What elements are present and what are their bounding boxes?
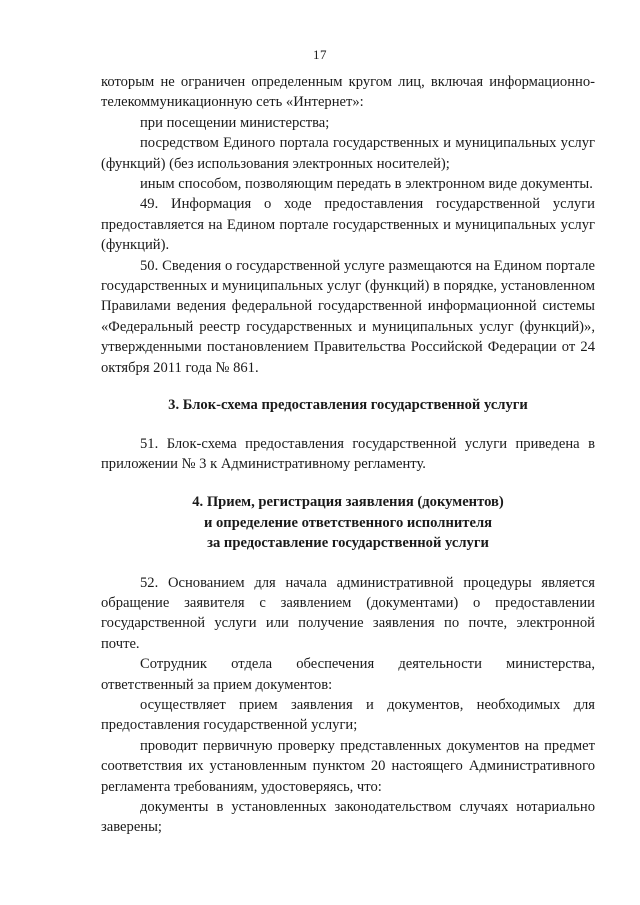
paragraph: которым не ограничен определенным кругом лиц, включая информационно-телекоммуникационную сеть «Интернет»:: [101, 74, 595, 111]
paragraph: 50. Сведения о государственной услуге размещаются на Едином портале государственных и муниципальных услуг (функций) в порядке, установленном Правилами ведения федеральной государственной информационной системы «Федеральный реестр государственных и муниципальных услуг (функций)», утвержденными постановлением Правительства Российской Федерации от 24 октября 2011 года № 861.: [101, 257, 595, 376]
section-heading-line: 4. Прием, регистрация заявления (документов): [192, 494, 504, 511]
paragraph: Сотрудник отдела обеспечения деятельности министерства, ответственный за прием документов:: [101, 656, 595, 693]
section-heading-line: за предоставление государственной услуги: [207, 535, 489, 552]
page-number: 17: [313, 47, 327, 62]
section-heading-line: и определение ответственного исполнителя: [203, 514, 493, 531]
paragraph: осуществляет прием заявления и документов, необходимых для предоставления государственной услуги;: [101, 696, 595, 734]
paragraph: 52. Основанием для начала административной процедуры является обращение заявителя с заявлением (документами) о предоставлении государственной услуги или получение заявления по почте, электронной почте.: [101, 574, 595, 652]
paragraph: при посещении министерства;: [140, 114, 330, 131]
paragraph: проводит первичную проверку представленных документов на предмет соответствия их установленным пунктом 20 настоящего Административного регламента требованиям, удостоверяясь, что:: [101, 737, 595, 795]
section-heading: [101, 492, 595, 553]
section-heading: [101, 395, 595, 415]
paragraph: посредством Единого портала государственных и муниципальных услуг (функций) (без использования электронных носителей);: [101, 135, 595, 172]
paragraph: 51. Блок-схема предоставления государственной услуги приведена в приложении № 3 к Административному регламенту.: [101, 435, 595, 472]
paragraph: иным способом, позволяющим передать в электронном виде документы.: [140, 176, 593, 193]
document-body: [101, 72, 595, 838]
paragraph: документы в установленных законодательством случаях нотариально заверены;: [101, 799, 595, 836]
section-heading-line: 3. Блок-схема предоставления государственной услуги: [168, 397, 528, 414]
paragraph: 49. Информация о ходе предоставления государственной услуги предоставляется на Едином портале государственных и муниципальных услуг (функций).: [101, 196, 595, 254]
